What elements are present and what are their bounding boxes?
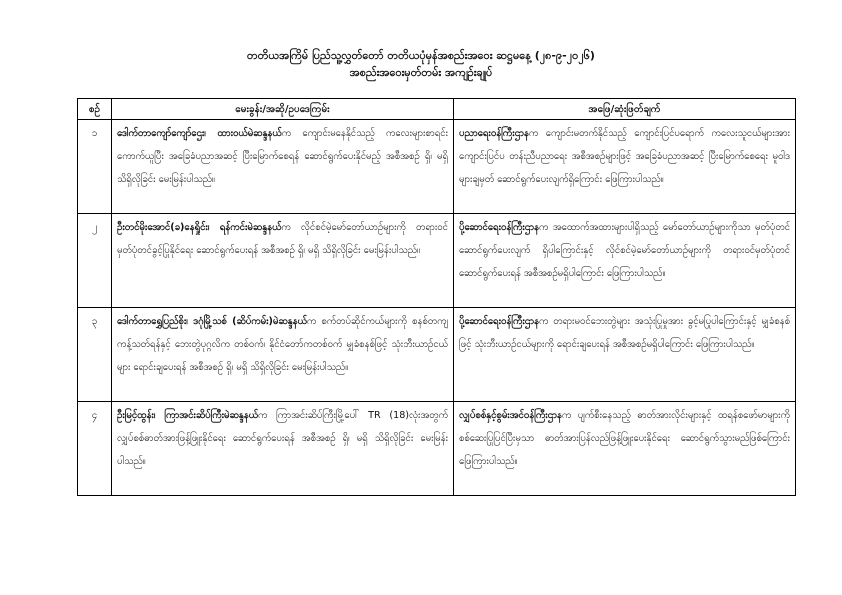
table-row (78, 120, 796, 214)
answer-text: က ပျက်စီးနေသည့် ဓာတ်အားလိုင်းများနှင့် ထရန်စဖော်မာများကို စစ်ဆေးပြုပြင်ပြီးမှသာ ဓာတ်အားပြန်လည်ဖြန့်ဖြူးပေးနိုင်ရေး ဆောင်ရွက်သွားမည်ဖြစ်ကြောင်း ဖြေကြားပါသည်။ (459, 410, 790, 467)
table-row (78, 402, 796, 496)
answer-text: က အထောက်အထားများပါရှိသည့် မော်တော်ယာဉ်များကိုသာ မှတ်ပုံတင်ဆောင်ရွက်ပေးလျက် ရှိပါကြောင်းနှင့် လိုင်စင်မဲ့မော်တော်ယာဉ်များကို တရားဝင်မှတ်ပုံတင် ဆောင်ရွက်ပေးရန် အစီအစဉ်မရှိပါကြောင်း ဖြေကြားပါသည်။ (459, 222, 790, 279)
questioner-name: ဒေါက်တာကျော်ကျော်ဌေး၊ ထားဝယ်မဲဆန္ဒနယ် (117, 128, 282, 139)
answer-text: က ကျောင်းမတက်နိုင်သည့် ကျောင်းပြင်ပရောက် ကလေးသူငယ်များအား ကျောင်းပြင်ပ တန်းညီပညာရေး အစီအစဉ်များဖြင့် အခြေခံပညာအဆင့် ပြီးမြောက်စေရေး မူဝါဒများချမှတ် ဆောင်ရွက်ပေးလျက်ရှိကြောင်း ဖြေကြားပါသည်။ (459, 128, 790, 185)
table-row (78, 214, 796, 308)
ministry-name: ပို့ဆောင်ရေးဝန်ကြီးဌာန (459, 222, 540, 233)
header-question: မေးခွန်း/အဆို/ဥပဒေကြမ်း (112, 99, 454, 120)
questioner-name: ဦးတင်မိုးအောင်(ခ)နေရှိုင်း၊ ရန်ကင်းမဲဆန္ဒနယ် (117, 222, 282, 233)
row-number: ၂ (78, 214, 112, 308)
answer-cell (454, 120, 796, 214)
question-text: က ကျောင်းမနေနိုင်သည့် ကလေးများစာရင်းကောက်ယူပြီး အခြေခံပညာအဆင့် ပြီးမြောက်စေရန် ဆောင်ရွက်ပေးနိုင်မည့် အစီအစဉ် ရှိ၊ မရှိ သိရှိလိုခြင်း မေးမြန်းပါသည်။ (117, 128, 448, 185)
questioner-name: ဒေါက်တာရွှေပြည်စိုး၊ ဒဂုံမြို့သစ် (ဆိပ်ကမ်း)မဲဆန္ဒနယ် (117, 316, 307, 327)
row-number: ၁ (78, 120, 112, 214)
document-subtitle: အစည်းအဝေးမှတ်တမ်း အကျဉ်းချုပ် (349, 66, 493, 79)
header-answer: အဖြေ/ဆုံးဖြတ်ချက် (454, 99, 796, 120)
question-text: က လိုင်စင်မဲ့မော်တော်ယာဉ်များကို တရားဝင်မှတ်ပုံတင်ခွင့်ပြုနိုင်ရေး ဆောင်ရွက်ပေးရန် အစီအစဉ် ရှိ၊ မရှိ သိရှိလိုခြင်း မေးမြန်းပါသည်။ (117, 222, 448, 256)
title-block (0, 47, 842, 81)
table-header-row (78, 99, 796, 120)
answer-cell (454, 308, 796, 402)
ministry-name: ပို့ဆောင်ရေးဝန်ကြီးဌာန (459, 316, 540, 327)
question-cell (112, 214, 454, 308)
ministry-name: လျှပ်စစ်နှင့်စွမ်းအင်ဝန်ကြီးဌာန (459, 410, 562, 421)
answer-cell (454, 402, 796, 496)
summary-table (77, 98, 796, 496)
row-number: ၄ (78, 402, 112, 496)
question-text: က စက်တပ်ဆိုင်ကယ်များကို စနစ်တကျ ကန့်သတ်ရန်နှင့် ဘေးတွဲပုဂ္ဂလိက တစ်ဝက်၊ နိုင်ငံတော်ကတစ်ဝက် မျှခံစနစ်ဖြင့် သုံးဘီးယာဉ်ငယ်များ ရောင်းချပေးရန် အစီအစဉ် ရှိ၊ မရှိ သိရှိလိုခြင်း မေးမြန်းပါသည်။ (117, 316, 448, 373)
questioner-name: ဦးမြင့်ထွန်း၊ ကြာအင်းဆိပ်ကြီးမဲဆန္ဒနယ် (117, 410, 259, 421)
ministry-name: ပညာရေးဝန်ကြီးဌာန (459, 128, 529, 139)
question-cell (112, 308, 454, 402)
question-cell (112, 402, 454, 496)
table-row (78, 308, 796, 402)
header-number: စဉ် (78, 99, 112, 120)
answer-text: က တရားမဝင်ဘေးတွဲများ အသုံးပြုမှုအား ခွင့်မပြုပါကြောင်းနှင့် မျှခံစနစ်ဖြင့် သုံးဘီးယာဉ်ငယ်များကို ရောင်းချပေးရန် အစီအစဉ်မရှိပါကြောင်း ဖြေကြားပါသည်။ (459, 316, 790, 350)
answer-cell (454, 214, 796, 308)
row-number: ၃ (78, 308, 112, 402)
document-title: တတိယအကြိမ် ပြည်သူ့လွှတ်တော် တတိယပုံမှန်အစည်းအဝေး ဆဋ္ဌမနေ့ (၂၈-၉-၂၀၂၆) (247, 49, 595, 62)
question-text: က ကြာအင်းဆိပ်ကြီးမြို့ပေါ် TR (18)လုံးအတွက် လျှပ်စစ်ဓာတ်အားဖြန့်ဖြူးနိုင်ရေး ဆောင်ရွက်ပေးရန် အစီအစဉ် ရှိ၊ မရှိ သိရှိလိုခြင်း မေးမြန်းပါသည်။ (117, 410, 448, 467)
question-cell (112, 120, 454, 214)
